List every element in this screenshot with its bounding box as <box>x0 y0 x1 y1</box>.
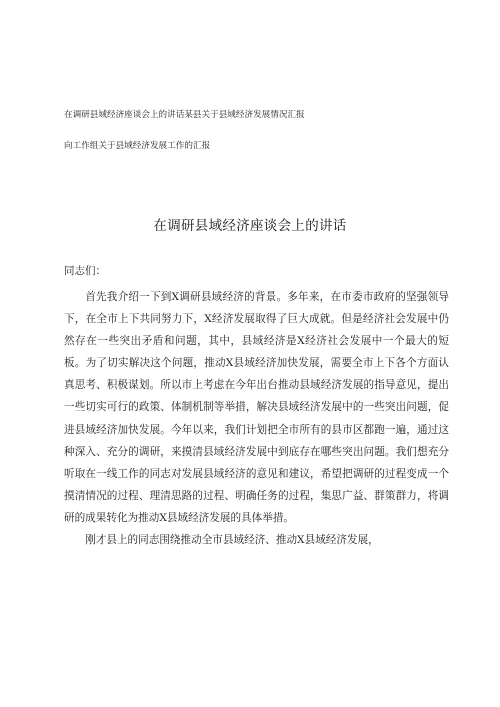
document-body <box>64 286 449 551</box>
body-paragraph: 首先我介绍一下到X调研县域经济的背景。多年来，在市委市政府的坚强领导下，在全市上下共同努力下，X经济发展取得了巨大成就。但是经济社会发展中仍然存在一些突出矛盾和问题，其中，县域经济是X经济社会发展中一个最大的短板。为了切实解决这个问题，推动X县域经济加快发展，需要全市上下各个方面认真思考、积极谋划。所以市上考虑在今年出台推动县域经济发展的指导意见，提出一些切实可行的政策、体制机制等举措，解决县域经济发展中的一些突出问题，促进县域经济加快发展。今年以来，我们计划把全市所有的县市区都跑一遍，通过这种深入、充分的调研，来摸清县域经济发展中到底存在哪些突出问题。我们想充分听取在一线工作的同志对发展县域经济的意见和建议，希望把调研的过程变成一个摸清情况的过程、理清思路的过程、明确任务的过程，集思广益、群策群力，将调研的成果转化为推动X县域经济发展的具体举措。 <box>64 291 449 524</box>
body-paragraph: 刚才县上的同志围绕推动全市县域经济、推动X县域经济发展， <box>85 534 379 547</box>
salutation: 同志们： <box>64 265 106 277</box>
toc-entry: 在调研县域经济座谈会上的讲话某县关于县域经济发展情况汇报 <box>64 110 305 120</box>
document-title: 在调研县域经济座谈会上的讲话 <box>153 218 347 234</box>
toc-entry: 向工作组关于县域经济发展工作的汇报 <box>64 141 211 151</box>
